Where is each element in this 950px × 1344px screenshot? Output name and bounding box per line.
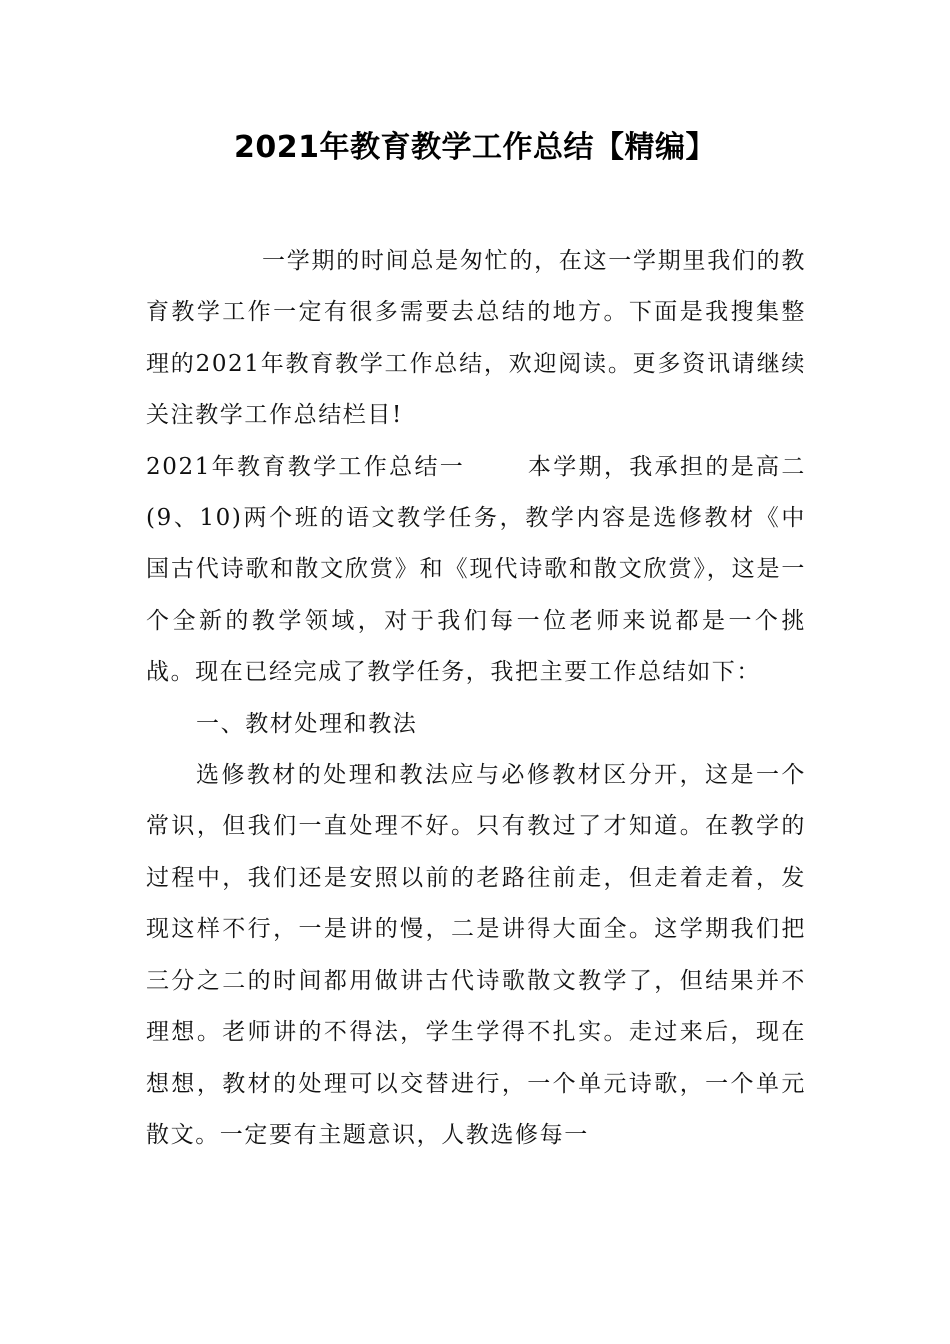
section-paragraph — [146, 442, 806, 699]
document-title: 2021年教育教学工作总结【精编】 — [234, 130, 716, 165]
intro-paragraph: 一学期的时间总是匆忙的，在这一学期里我们的教育教学工作一定有很多需要去总结的地方。下面是我搜集整理的2021年教育教学工作总结，欢迎阅读。更多资讯请继续关注教学工作总结栏目! — [146, 248, 806, 429]
paragraph-one: 选修教材的处理和教法应与必修教材区分开，这是一个常识，但我们一直处理不好。只有教过了才知道。在教学的过程中，我们还是安照以前的老路往前走，但走着走着，发现这样不行，一是讲的慢，二是讲得大面全。这学期我们把三分之二的时间都用做讲古代诗歌散文教学了，但结果并不理想。老师讲的不得法，学生学得不扎实。走过来后，现在想想，教材的处理可以交替进行，一个单元诗歌，一个单元散文。一定要有主题意识，人教选修每一 — [146, 762, 806, 1148]
document-body — [146, 236, 806, 1161]
section-title: 2021年教育教学工作总结一 — [146, 453, 466, 480]
heading-one: 一、教材处理和教法 — [196, 710, 418, 737]
section-body: 本学期，我承担的是高二(9、10)两个班的语文教学任务，教学内容是选修教材《中国古代诗歌和散文欣赏》和《现代诗歌和散文欣赏》，这是一个全新的教学领域，对于我们每一位老师来说都是一个挑战。现在已经完成了教学任务，我把主要工作总结如下： — [146, 453, 806, 686]
